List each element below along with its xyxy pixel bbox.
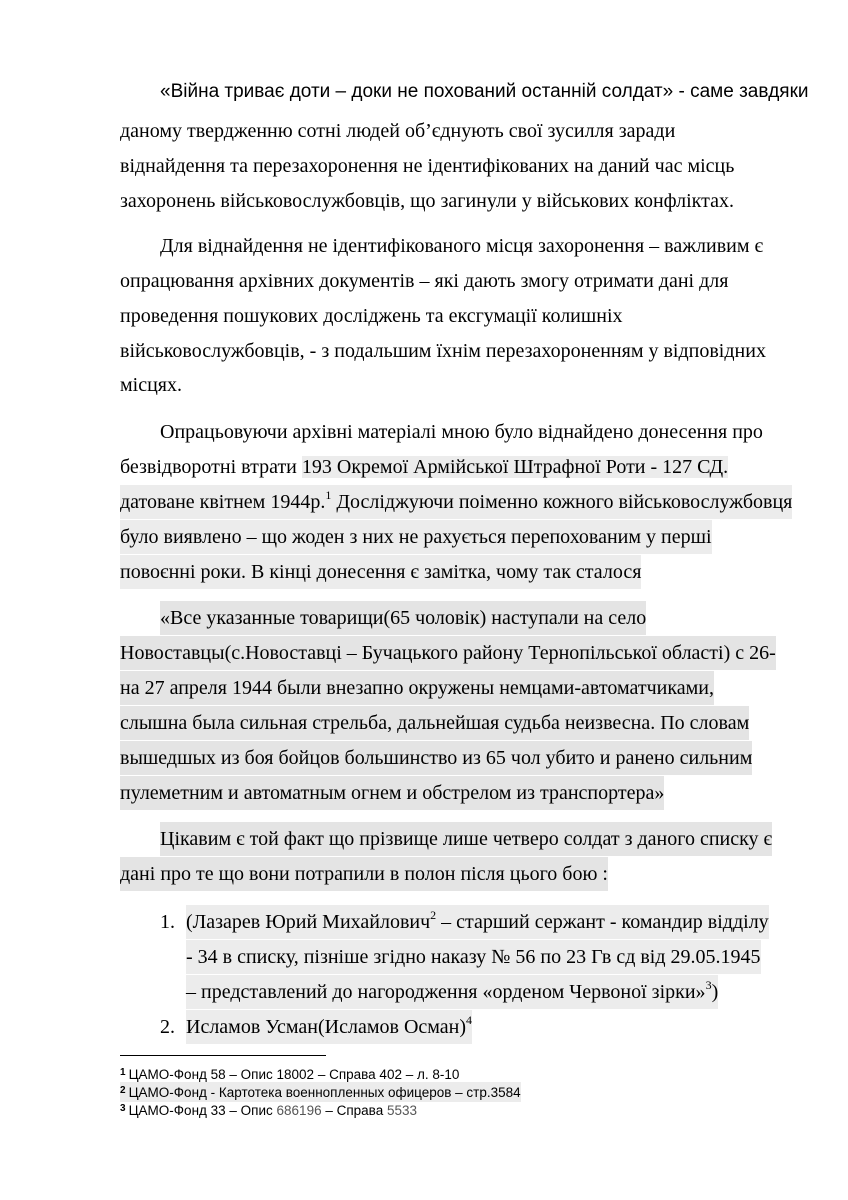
list-item-2-name: Исламов Усман(Исламов Осман) — [186, 1016, 467, 1038]
footnote-3 — [120, 1100, 417, 1120]
p5-line-1: Цікавим є той факт що прізвище лише четверо солдат з даного списку є — [160, 822, 772, 856]
footnote-1 — [120, 1064, 459, 1084]
footnote-1-number: 1 — [120, 1067, 126, 1078]
footnote-ref-1[interactable]: 1 — [325, 488, 332, 502]
p3-line-2 — [120, 450, 728, 484]
footnote-1-text: ЦАМО-Фонд 58 – Опис 18002 – Справа 402 – л. 8-10 — [128, 1067, 460, 1082]
p5-line-2: дані про те що вони потрапили в полон після цього бою : — [120, 857, 608, 891]
p3-line-3-text: датоване квітнем 1944р. — [120, 491, 326, 513]
quote-line-5: вышедшых из боя бойцов большинство из 65 чол убито и ранено сильним — [120, 741, 752, 775]
p1-line-1: «Війна триває доти – доки не похований останній солдат» - саме завдяки — [160, 81, 809, 102]
list-item-1-award: – представлений до нагородження «орденом Червоної зірки» — [186, 981, 706, 1003]
footnote-separator — [120, 1055, 326, 1056]
footnote-ref-4[interactable]: 4 — [466, 1013, 473, 1027]
p2-line-1: Для віднайдення не ідентифікованого місця захоронення – важливим є — [160, 235, 764, 257]
p2-line-3: проведення пошукових досліджень та ексгумації колишніх — [120, 305, 623, 327]
p3-line-3-rest: Досліджуючи поіменно кожного військовослужбовця — [331, 491, 793, 513]
p3-highlight-unit: 193 Окремої Армійської Штрафної Роти - 127 СД. — [301, 456, 729, 478]
quote-line-4: слышна была сильная стрельба, дальнейшая судьба неизвесна. По словам — [120, 706, 749, 740]
list-item-1-name: (Лазарев Юрий Михайлович — [186, 911, 431, 933]
footnote-3-opis: 686196 — [276, 1103, 322, 1118]
list-item-2-number: 2. — [160, 1016, 175, 1038]
list-item-1-line-1 — [186, 905, 769, 939]
list-item-1-number: 1. — [160, 911, 175, 933]
footnote-ref-2[interactable]: 2 — [430, 908, 437, 922]
footnote-3-sprava: 5533 — [386, 1103, 418, 1118]
p3-line-1: Опрацьовуючи архівні матеріалі мною було віднайдено донесення про — [160, 421, 763, 443]
footnote-ref-3[interactable]: 3 — [705, 978, 712, 992]
p3-line-2-text: безвідворотні втрати — [120, 456, 302, 478]
p3-line-4: було виявлено – що жоден з них не рахується перепохованим у перші — [120, 520, 712, 554]
quote-line-6: пулеметним и автоматным огнем и обстрелом из транспортера» — [120, 776, 664, 810]
footnote-2-number: 2 — [120, 1085, 126, 1096]
list-item-1-line-2: - 34 в списку, пізніше згідно наказу № 56 по 23 Гв сд від 29.05.1945 — [186, 940, 761, 974]
footnote-3-number: 3 — [120, 1103, 126, 1114]
p2-line-5: місцях. — [120, 374, 182, 396]
p3-line-3 — [120, 485, 792, 519]
list-item-1-close: ) — [711, 981, 719, 1003]
list-item-1-rank: – старший сержант - командир відділу — [436, 911, 769, 933]
quote-line-3: на 27 апреля 1944 были внезапно окружены немцами-автоматчиками, — [120, 671, 714, 705]
footnote-2 — [120, 1082, 521, 1102]
p1-line-2: даному твердженню сотні людей об’єднують свої зусилля заради — [120, 120, 676, 142]
footnote-3-text-c: – Справа — [321, 1103, 387, 1118]
footnote-3-text-a: ЦАМО-Фонд 33 – Опис — [128, 1103, 277, 1118]
p3-line-5: повоєнні роки. В кінці донесення є замітка, чому так сталося — [120, 555, 641, 589]
list-item-2-line-1 — [186, 1010, 472, 1044]
p2-line-4: військовослужбовців, - з подальшим їхнім перезахороненням у відповідних — [120, 340, 766, 362]
p1-line-3: віднайдення та перезахоронення не ідентифікованих на даний час місць — [120, 155, 735, 177]
list-item-1-line-3 — [186, 975, 718, 1009]
footnote-2-text: ЦАМО-Фонд - Картотека военнопленных офицеров – стр.3584 — [128, 1085, 521, 1100]
p1-line-4: захоронень військовослужбовців, що загинули у військових конфліктах. — [120, 190, 734, 212]
quote-line-1: «Все указанные товарищи(65 чоловік) наступали на село — [160, 601, 646, 635]
quote-line-2: Новоставцы(с.Новоставці – Бучацького району Тернопільської області) с 26- — [120, 636, 776, 670]
p2-line-2: опрацювання архівних документів – які дають змогу отримати дані для — [120, 270, 729, 292]
